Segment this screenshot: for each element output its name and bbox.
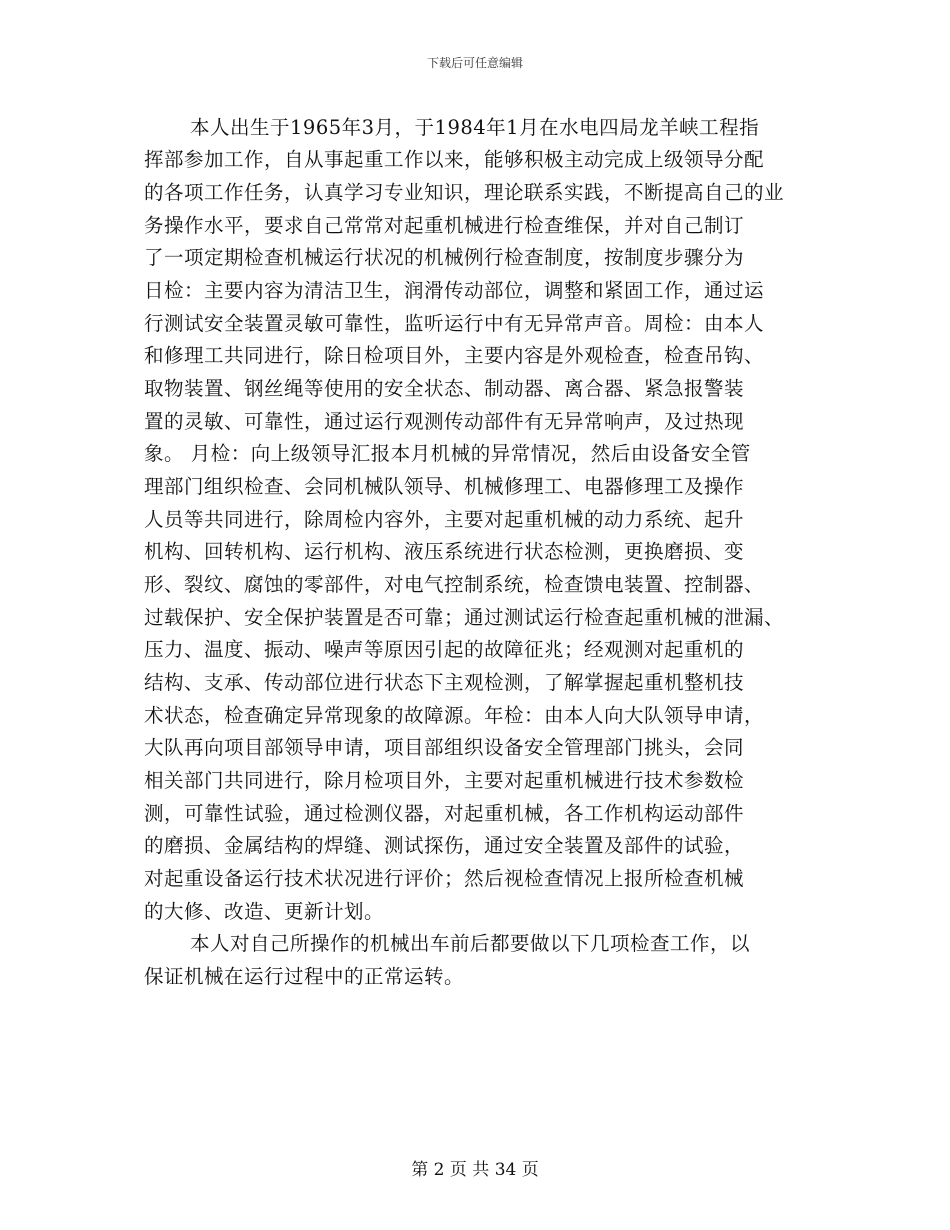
paragraph-line: 形、裂纹、腐蚀的零部件，对电气控制系统，检查馈电装置、控制器、 [144, 573, 765, 596]
page-header: 下载后可任意编辑 [426, 56, 523, 70]
paragraph-line: 相关部门共同进行，除月检项目外，主要对起重机械进行技术参数检 [144, 769, 745, 792]
paragraph-line: 行测试安全装置灵敏可靠性，监听运行中有无异常声音。周检：由本人 [144, 312, 765, 335]
paragraph-line: 取物装置、钢丝绳等使用的安全状态、制动器、离合器、紧急报警装 [144, 377, 745, 400]
paragraph-line: 象。 月检：向上级领导汇报本月机械的异常情况，然后由设备安全管 [144, 442, 751, 465]
paragraph-line: 置的灵敏、可靠性，通过运行观测传动部件有无异常响声，及过热现 [144, 410, 745, 433]
paragraph-line: 本人对自己所操作的机械出车前后都要做以下几项检查工作，以 [190, 932, 751, 955]
paragraph-line: 人员等共同进行，除周检内容外，主要对起重机械的动力系统、起升 [144, 508, 745, 531]
paragraph-line: 的各项工作任务，认真学习专业知识，理论联系实践，不断提高自己的业 [144, 181, 785, 204]
paragraph-line: 结构、支承、传动部位进行状态下主观检测，了解掌握起重机整机技 [144, 671, 745, 694]
paragraph-line: 务操作水平，要求自己常常对起重机械进行检查维保，并对自己制订 [144, 214, 745, 237]
paragraph-line: 机构、回转机构、运行机构、液压系统进行状态检测，更换磨损、变 [144, 540, 745, 563]
paragraph-line: 对起重设备运行技术状况进行评价；然后视检查情况上报所检查机械 [144, 867, 745, 890]
paragraph-line: 大队再向项目部领导申请，项目部组织设备安全管理部门挑头，会同 [144, 736, 745, 759]
page-number: 第 2 页 共 34 页 [411, 1160, 539, 1180]
paragraph-line: 的大修、改造、更新计划。 [144, 900, 385, 923]
paragraph-line: 本人出生于1965年3月，于1984年1月在水电四局龙羊峡工程指 [190, 116, 760, 139]
paragraph-line: 日检：主要内容为清洁卫生，润滑传动部位，调整和紧固工作，通过运 [144, 279, 765, 302]
paragraph-line: 压力、温度、振动、噪声等原因引起的故障征兆；经观测对起重机的 [144, 638, 745, 661]
paragraph-line: 挥部参加工作，自从事起重工作以来，能够积极主动完成上级领导分配 [144, 148, 765, 171]
paragraph-line: 的磨损、金属结构的焊缝、测试探伤，通过安全装置及部件的试验， [144, 834, 745, 857]
paragraph-line: 保证机械在运行过程中的正常运转。 [144, 965, 465, 988]
paragraph-line: 测，可靠性试验，通过检测仪器，对起重机械，各工作机构运动部件 [144, 802, 745, 825]
paragraph-line: 了一项定期检查机械运行状况的机械例行检查制度，按制度步骤分为 [144, 246, 745, 269]
paragraph-line: 术状态，检查确定异常现象的故障源。年检：由本人向大队领导申请， [144, 704, 765, 727]
paragraph-line: 过载保护、安全保护装置是否可靠；通过测试运行检查起重机械的泄漏、 [144, 606, 785, 629]
paragraph-line: 理部门组织检查、会同机械队领导、机械修理工、电器修理工及操作 [144, 475, 745, 498]
paragraph-line: 和修理工共同进行，除日检项目外，主要内容是外观检查，检查吊钩、 [144, 344, 765, 367]
